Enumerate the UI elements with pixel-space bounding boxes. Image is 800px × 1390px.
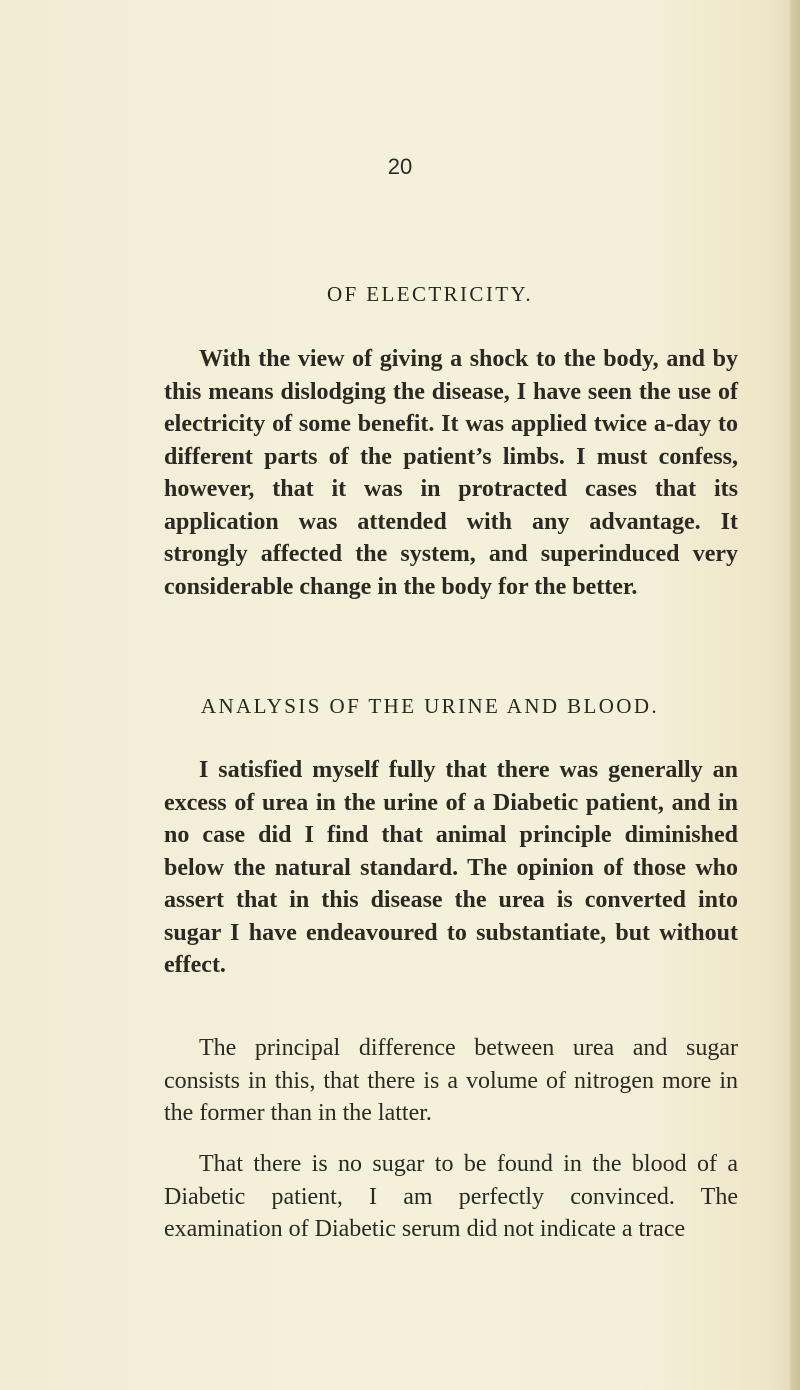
paragraph-blood-sugar: That there is no sugar to be found in the blood of a Diabetic patient, I am perfectly convinced. The examination of Diabetic serum did not indicate a trace — [164, 1151, 738, 1242]
section-heading-electricity: OF ELECTRICITY. — [327, 282, 533, 306]
paragraph-urea-excess: I satisfied myself fully that there was generally an excess of urea in the urine of a Diabetic patient, and in no case did I find that animal principle diminished below the natural standard. The opinion of those who assert that in this disease the urea is converted into sugar I have endeavoured to substantiate, but without effect. — [164, 757, 738, 978]
paragraph-electricity: With the view of giving a shock to the body, and by this means dislodging the disease, I have seen the use of electricity of some benefit. It was applied twice a-day to different parts of the patient’s limbs. I must confess, however, that it was in protracted cases that its application was attended with any advantage. It strongly affected the system, and superinduced very considerable change in the body for the better. — [164, 346, 738, 600]
paragraph-urea-sugar-difference: The principal difference between urea and sugar consists in this, that there is a volume of nitrogen more in the former than in the latter. — [164, 1035, 738, 1126]
section-heading-analysis: ANALYSIS OF THE URINE AND BLOOD. — [200, 694, 660, 718]
page-number: 20 — [387, 154, 413, 179]
